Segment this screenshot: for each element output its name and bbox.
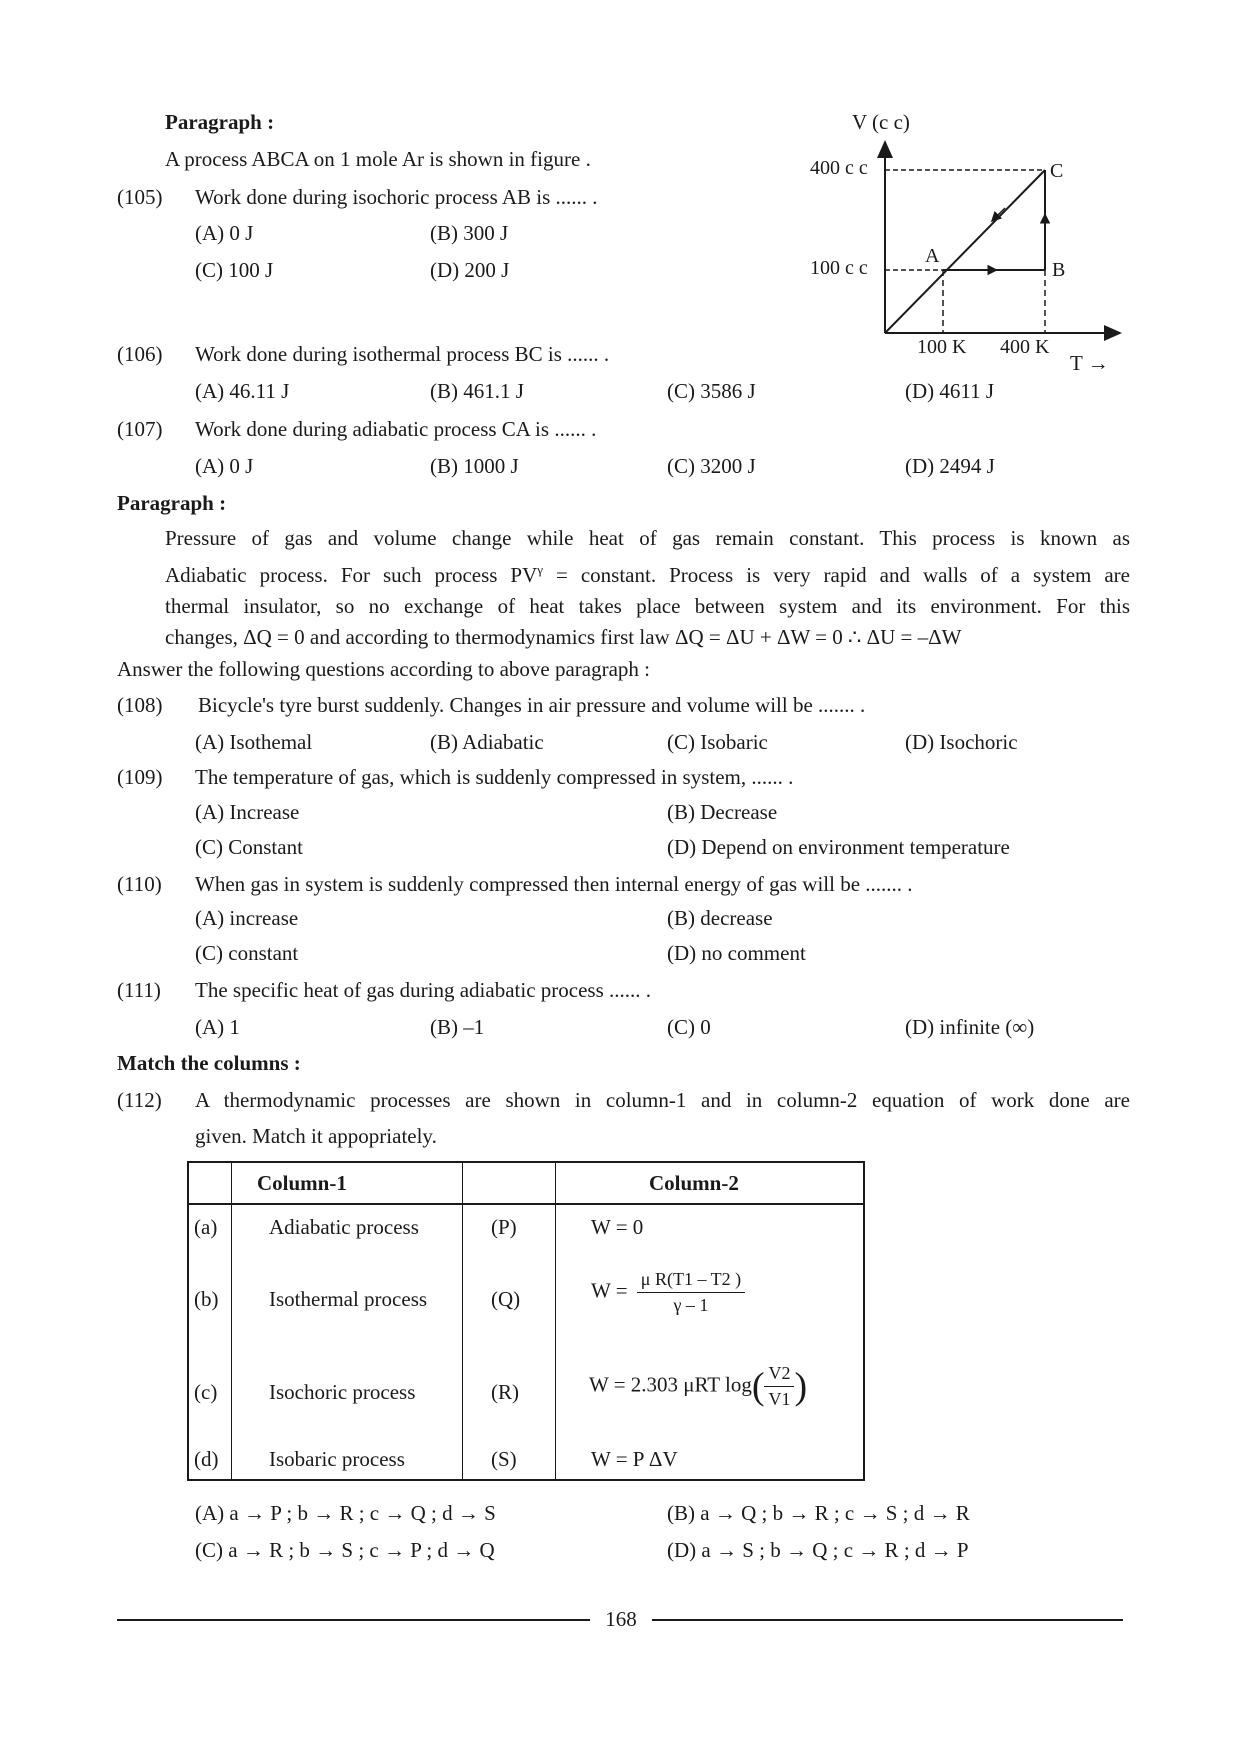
option-b: (B) –1 <box>430 1015 485 1039</box>
row-equation: W = 2.303 μRT log( $\frac{V2}{V1}$ ) <box>589 1363 808 1409</box>
option-a: (A) 46.11 J <box>195 379 290 403</box>
process-diagram <box>795 100 1135 380</box>
row-code: (Q) <box>491 1287 521 1311</box>
row-process: Isochoric process <box>269 1380 416 1404</box>
option-c: (C) a → R ; b → S ; c → P ; d → Q <box>195 1538 495 1562</box>
question-text: When gas in system is suddenly compressed then internal energy of gas will be ....... . <box>195 872 913 896</box>
option-a: (A) 0 J <box>195 454 254 478</box>
option-b: (B) decrease <box>667 906 773 930</box>
row-process: Adiabatic process <box>269 1215 419 1239</box>
option-d: (D) infinite (∞) <box>905 1015 1035 1039</box>
option-a: (A) increase <box>195 906 299 930</box>
option-d: (D) Depend on environment temperature <box>667 835 1010 859</box>
column-2-header: Column-2 <box>649 1171 739 1195</box>
point-a-label: A <box>925 245 940 267</box>
option-c: (C) Isobaric <box>667 730 768 754</box>
fraction-denominator: V1 <box>768 1389 791 1409</box>
option-a: (A) 1 <box>195 1015 240 1039</box>
option-d: (D) 4611 J <box>905 379 995 403</box>
row-code: (S) <box>491 1447 517 1471</box>
option-d: (D) Isochoric <box>905 730 1018 754</box>
option-c: (C) 100 J <box>195 258 274 282</box>
option-b: (B) 300 J <box>430 221 509 245</box>
match-table <box>187 1161 865 1481</box>
option-b: (B) 1000 J <box>430 454 519 478</box>
section-heading: Match the columns : <box>117 1051 301 1075</box>
question-number: (109) <box>117 765 163 789</box>
page-number: 168 <box>605 1607 637 1631</box>
x-axis-label: T → <box>1070 351 1109 375</box>
fraction-numerator: V2 <box>764 1363 794 1387</box>
row-key: (b) <box>194 1287 219 1311</box>
footer-rule-right <box>652 1619 1123 1621</box>
question-number: (105) <box>117 185 163 209</box>
fraction-denominator: γ – 1 <box>673 1295 709 1315</box>
option-a: (A) a → P ; b → R ; c → Q ; d → S <box>195 1501 496 1525</box>
question-text: The specific heat of gas during adiabatic process ...... . <box>195 978 652 1002</box>
row-key: (a) <box>194 1215 218 1239</box>
y-axis-label: V (c c) <box>852 110 910 134</box>
question-text: Work done during adiabatic process CA is ...... . <box>195 417 597 441</box>
question-number: (110) <box>117 872 162 896</box>
x-tick-400: 400 K <box>1000 336 1050 358</box>
row-equation: W = 0 <box>591 1215 644 1239</box>
point-b-label: B <box>1052 259 1066 281</box>
y-tick-100: 100 c c <box>810 257 868 279</box>
footer-rule-left <box>117 1619 590 1621</box>
option-c: (C) constant <box>195 941 299 965</box>
option-a: (A) 0 J <box>195 221 254 245</box>
row-key: (d) <box>194 1447 219 1471</box>
row-equation: W = P ΔV <box>591 1447 678 1471</box>
question-number: (108) <box>117 693 163 717</box>
y-tick-400: 400 c c <box>810 157 868 179</box>
option-c: (C) 0 <box>667 1015 711 1039</box>
process-ca-line <box>885 170 1045 333</box>
row-process: Isobaric process <box>269 1447 405 1471</box>
option-b: (B) 461.1 J <box>430 379 524 403</box>
question-text: Work done during isothermal process BC is ...... . <box>195 342 610 366</box>
x-tick-100: 100 K <box>917 336 967 358</box>
row-equation: W = $\frac{\text{μ R(T1 – T2 )}}{\gamma - 1}$ <box>591 1269 745 1316</box>
row-key: (c) <box>194 1380 218 1404</box>
option-a: (A) Isothemal <box>195 730 313 754</box>
column-1-header: Column-1 <box>257 1171 347 1195</box>
question-number: (112) <box>117 1088 162 1112</box>
option-c: (C) 3586 J <box>667 379 756 403</box>
option-c: (C) 3200 J <box>667 454 756 478</box>
point-c-label: C <box>1050 160 1064 182</box>
paragraph-line: thermal insulator, so no exchange of heat takes place between system and its environment. For this <box>165 594 1130 618</box>
option-c: (C) Constant <box>195 835 303 859</box>
option-b: (B) Decrease <box>667 800 778 824</box>
paragraph-line: changes, ΔQ = 0 and according to thermodynamics first law ΔQ = ΔU + ΔW = 0 ∴ ΔU = –ΔW <box>165 625 962 649</box>
row-code: (R) <box>491 1380 519 1404</box>
question-number: (106) <box>117 342 163 366</box>
option-d: (D) no comment <box>667 941 806 965</box>
option-b: (B) Adiabatic <box>430 730 544 754</box>
paragraph-body <box>165 523 1130 653</box>
question-number: (107) <box>117 417 163 441</box>
paragraph-text: A process ABCA on 1 mole Ar is shown in figure . <box>165 147 591 171</box>
option-d: (D) a → S ; b → Q ; c → R ; d → P <box>667 1538 969 1562</box>
question-text: The temperature of gas, which is suddenly compressed in system, ...... . <box>195 765 794 789</box>
option-a: (A) Increase <box>195 800 300 824</box>
question-text-cont: given. Match it appopriately. <box>195 1124 437 1148</box>
question-text: Bicycle's tyre burst suddenly. Changes in air pressure and volume will be ....... . <box>198 693 866 717</box>
paragraph-line: Adiabatic process. For such process $PV^\gamma$ = constant. Process is very rapid and walls of a system are <box>165 562 1130 587</box>
row-code: (P) <box>491 1215 517 1239</box>
paragraph-heading: Paragraph : <box>117 491 227 515</box>
question-number: (111) <box>117 978 161 1002</box>
instruction-text: Answer the following questions according to above paragraph : <box>117 657 651 681</box>
paragraph-heading: Paragraph : <box>165 110 275 134</box>
question-text: A thermodynamic processes are shown in column-1 and in column-2 equation of work done are <box>195 1088 1130 1112</box>
question-text: Work done during isochoric process AB is ...... . <box>195 185 598 209</box>
paragraph-line: Pressure of gas and volume change while heat of gas remain constant. This process is known as <box>165 526 1130 550</box>
row-process: Isothermal process <box>269 1287 428 1311</box>
option-d: (D) 200 J <box>430 258 510 282</box>
fraction-numerator: μ R(T1 – T2 ) <box>637 1269 745 1293</box>
option-d: (D) 2494 J <box>905 454 995 478</box>
option-b: (B) a → Q ; b → R ; c → S ; d → R <box>667 1501 970 1525</box>
